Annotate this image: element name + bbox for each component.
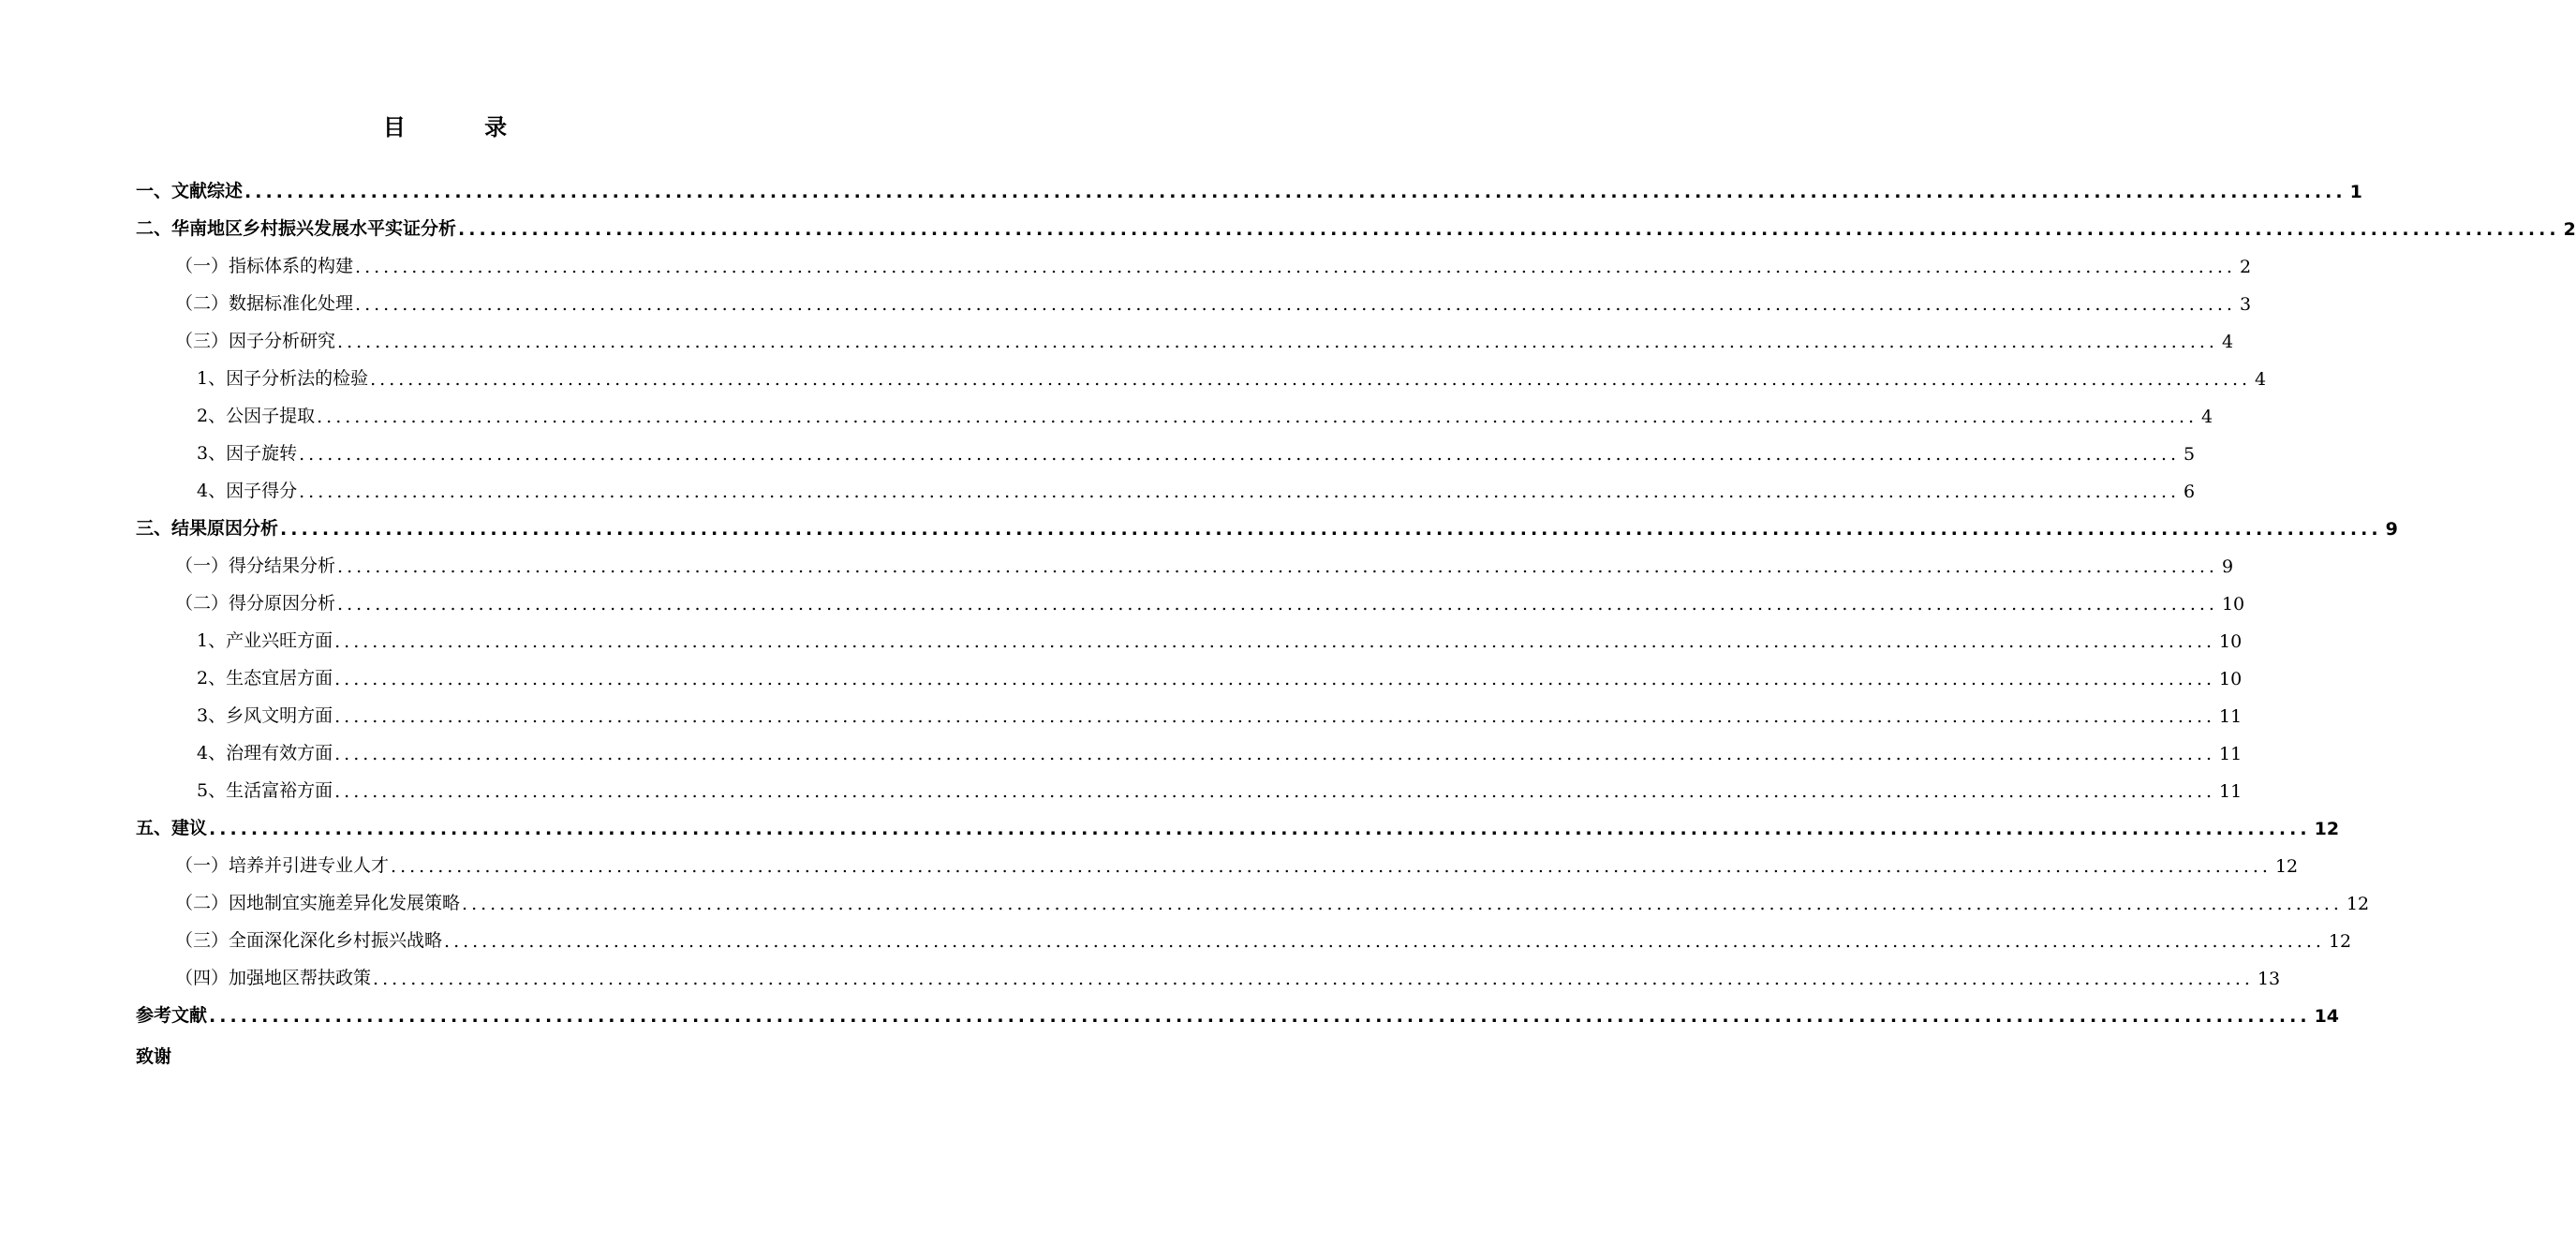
toc-entry-page-number: 10	[2219, 669, 2243, 689]
toc-entry-number: 五、	[136, 818, 172, 838]
toc-entry-number: 5、	[197, 780, 227, 801]
toc-entry-page-number: 14	[2314, 1006, 2340, 1027]
toc-entry[interactable]	[0, 474, 2196, 502]
toc-entry[interactable]	[0, 736, 2243, 764]
toc-entry-number: 3、	[197, 705, 227, 726]
toc-entry-title: 公因子提取	[226, 406, 316, 426]
toc-entry-title: 因子分析法的检验	[226, 368, 369, 389]
toc-dot-leader: ........................................................................................................................................................................................................	[462, 894, 2343, 914]
toc-entry[interactable]	[0, 624, 2243, 652]
toc-dot-leader: ........................................................................................................................................................................................................	[337, 556, 2218, 577]
toc-entry[interactable]	[0, 212, 2576, 240]
toc-entry[interactable]	[0, 924, 2352, 952]
toc-entry[interactable]	[0, 511, 2398, 540]
toc-entry[interactable]	[0, 699, 2243, 727]
toc-entry-title: 得分结果分析	[229, 555, 336, 576]
toc-entry-number: 4、	[197, 743, 227, 763]
toc-entry-title: 致谢	[136, 1046, 172, 1067]
toc-dot-leader: ........................................................................................................................................................................................................	[355, 257, 2236, 277]
toc-entry-number: （二）	[175, 893, 229, 913]
toc-dot-leader: ........................................................................................................................................................................................................	[209, 1006, 2311, 1027]
toc-entry-title: 治理有效方面	[226, 743, 333, 763]
toc-dot-leader: ........................................................................................................................................................................................................	[209, 819, 2311, 839]
toc-entry[interactable]	[0, 324, 2234, 352]
toc-entry-number: 1、	[197, 368, 227, 389]
toc-entry-title: 乡风文明方面	[226, 705, 333, 726]
toc-entry-page-number: 2	[2239, 257, 2252, 277]
toc-dot-leader: ........................................................................................................................................................................................................	[355, 294, 2236, 315]
toc-entry-number: （二）	[175, 293, 229, 314]
toc-entry-number: 1、	[197, 630, 227, 651]
toc-dot-leader: ........................................................................................................................................................................................................	[373, 969, 2254, 989]
toc-entry[interactable]	[0, 886, 2370, 914]
toc-entry-title: 培养并引进专业人才	[229, 855, 390, 876]
toc-entry-number: 2、	[197, 668, 227, 689]
toc-entry-page-number: 3	[2239, 294, 2252, 315]
toc-dot-leader: ........................................................................................................................................................................................................	[299, 481, 2181, 502]
toc-entry-title: 因子旋转	[226, 443, 298, 464]
toc-entry-page-number: 2	[2563, 219, 2576, 240]
toc-dot-leader: ........................................................................................................................................................................................................	[334, 631, 2216, 652]
toc-entry[interactable]	[0, 362, 2267, 390]
toc-entry-page-number: 6	[2184, 481, 2196, 502]
toc-entry-number: 一、	[136, 181, 172, 201]
toc-entry-title: 建议	[171, 818, 208, 838]
toc-entry-number: 二、	[136, 218, 172, 239]
toc-entry[interactable]	[0, 999, 2340, 1027]
toc-entry-title: 数据标准化处理	[229, 293, 354, 314]
toc-dot-leader: ........................................................................................................................................................................................................	[244, 182, 2347, 202]
toc-dot-leader: ........................................................................................................................................................................................................	[280, 519, 2382, 540]
toc-entry[interactable]	[0, 287, 2252, 315]
toc-entry-number: （一）	[175, 256, 229, 276]
toc-entry-number: （一）	[175, 555, 229, 576]
toc-entry-title: 生态宜居方面	[226, 668, 333, 689]
toc-dot-leader: ........................................................................................................................................................................................................	[337, 332, 2218, 352]
toc-entry-title: 全面深化深化乡村振兴战略	[229, 930, 443, 951]
toc-entry-number: （二）	[175, 593, 229, 614]
toc-entry[interactable]	[0, 549, 2234, 577]
toc-entry-number: 3、	[197, 443, 227, 464]
toc-entry-page-number: 13	[2257, 969, 2281, 989]
toc-dot-leader: ........................................................................................................................................................................................................	[317, 407, 2198, 427]
toc-entry[interactable]	[0, 437, 2196, 465]
toc-dot-leader: ........................................................................................................................................................................................................	[334, 781, 2216, 802]
toc-dot-leader: ........................................................................................................................................................................................................	[370, 369, 2252, 390]
toc-entry-title: 加强地区帮扶政策	[229, 968, 372, 988]
toc-entry[interactable]	[0, 249, 2252, 277]
toc-entry-number: （一）	[175, 855, 229, 876]
toc-entry[interactable]	[0, 1040, 784, 1068]
toc-entry-page-number: 9	[2385, 519, 2398, 540]
toc-dot-leader: ........................................................................................................................................................................................................	[299, 444, 2181, 465]
toc-entry-number: （三）	[175, 930, 229, 951]
toc-entry[interactable]	[0, 174, 2362, 202]
toc-entry[interactable]	[0, 774, 2243, 802]
toc-dot-leader: ........................................................................................................................................................................................................	[334, 669, 2216, 689]
toc-dot-leader: ........................................................................................................................................................................................................	[334, 706, 2216, 727]
toc-entry-title: 指标体系的构建	[229, 256, 354, 276]
toc-entry-page-number: 11	[2219, 744, 2243, 764]
toc-entry-title: 参考文献	[136, 1005, 208, 1026]
toc-entry-page-number: 5	[2184, 444, 2196, 465]
toc-entry-page-number: 10	[2221, 594, 2245, 615]
toc-entry-number: 4、	[197, 481, 227, 501]
toc-entry-page-number: 12	[2314, 819, 2340, 839]
toc-entry-number: 三、	[136, 518, 172, 539]
toc-entry-number: 2、	[197, 406, 227, 426]
toc-entry-page-number: 12	[2346, 894, 2370, 914]
toc-entry-title: 产业兴旺方面	[226, 630, 333, 651]
toc-entry-page-number: 4	[2221, 332, 2234, 352]
toc-entry-page-number: 4	[2255, 369, 2267, 390]
toc-entry-title: 生活富裕方面	[226, 780, 333, 801]
toc-entry[interactable]	[0, 661, 2243, 689]
toc-entry-page-number: 11	[2219, 781, 2243, 802]
toc-entry-page-number: 12	[2328, 931, 2352, 952]
toc-entry-page-number: 12	[2274, 856, 2299, 877]
toc-entry-title: 文献综述	[171, 181, 244, 201]
toc-entry-page-number: 11	[2219, 706, 2243, 727]
toc-entry[interactable]	[0, 849, 2299, 877]
toc-entry-title: 因地制宜实施差异化发展策略	[229, 893, 461, 913]
toc-entry-page-number: 1	[2349, 182, 2362, 202]
toc-entry[interactable]	[0, 586, 2245, 615]
toc-entry[interactable]	[0, 811, 2340, 839]
toc-dot-leader: ........................................................................................................................................................................................................	[391, 856, 2272, 877]
toc-entry-title: 因子得分	[226, 481, 298, 501]
toc-entry-number: （三）	[175, 331, 229, 351]
toc-dot-leader: ........................................................................................................................................................................................................	[444, 931, 2325, 952]
toc-entry-page-number: 10	[2219, 631, 2243, 652]
toc-dot-leader: ........................................................................................................................................................................................................	[458, 219, 2560, 240]
toc-dot-leader: ........................................................................................................................................................................................................	[337, 594, 2218, 615]
toc-entry[interactable]	[0, 961, 2281, 989]
toc-entry-title: 因子分析研究	[229, 331, 336, 351]
toc-entry-page-number: 9	[2221, 556, 2234, 577]
toc-entry-title: 结果原因分析	[171, 518, 279, 539]
toc-entry-page-number: 4	[2201, 407, 2213, 427]
toc-entry-title: 华南地区乡村振兴发展水平实证分析	[171, 218, 457, 239]
toc-dot-leader: ........................................................................................................................................................................................................	[334, 744, 2216, 764]
toc-entry-title: 得分原因分析	[229, 593, 336, 614]
toc-title: 目 录	[382, 114, 543, 141]
toc-entry[interactable]	[0, 399, 2213, 427]
toc-entry-number: （四）	[175, 968, 229, 988]
